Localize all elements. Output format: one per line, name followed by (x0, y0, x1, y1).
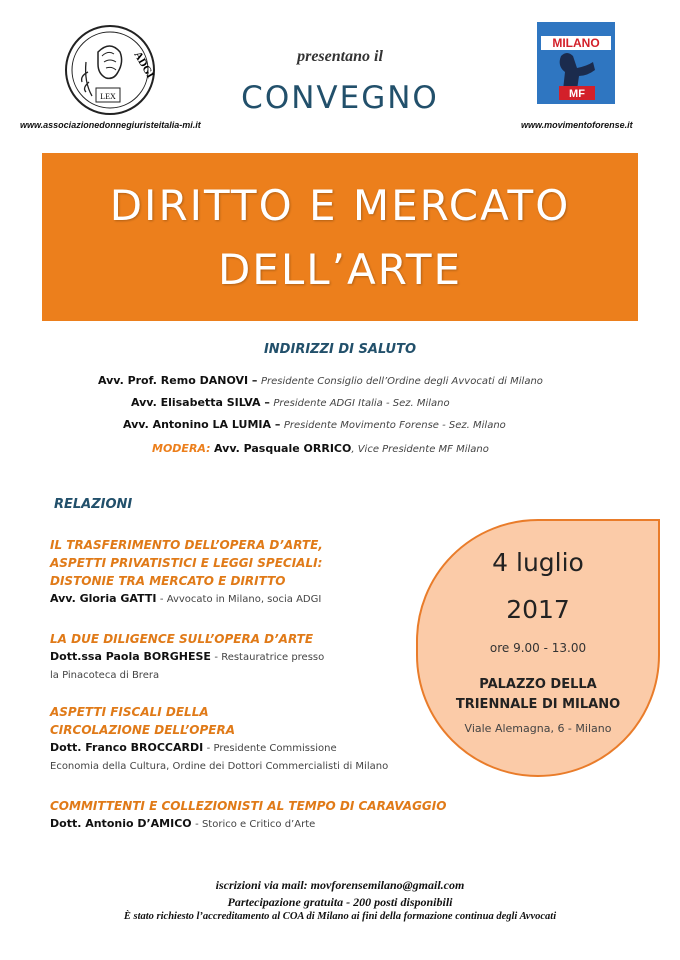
saluto-role-2: Presidente ADGI Italia - Sez. Milano (273, 398, 450, 409)
convegno-title: CONVEGNO (241, 80, 439, 116)
relazione-4-role: - Storico e Critico d’Arte (195, 819, 316, 830)
saluto-role-1: Presidente Consiglio dell’Ordine degli Avvocati di Milano (260, 376, 543, 387)
saluto-name-1: Avv. Prof. Remo DANOVI – (98, 374, 258, 387)
relazione-2-speaker (50, 648, 420, 666)
modera-line (152, 442, 489, 455)
relazione-3-role-1: - Presidente Commissione (206, 743, 337, 754)
relazione-2-role-1: - Restauratrice presso (214, 652, 325, 663)
event-venue (416, 675, 660, 715)
saluto-role-3: Presidente Movimento Forense - Sez. Milano (283, 420, 506, 431)
relazione-1-speaker (50, 590, 420, 608)
relazioni-heading: RELAZIONI (54, 497, 133, 512)
relazione-2-speaker-name: Dott.ssa Paola BORGHESE (50, 650, 211, 663)
title-banner (42, 153, 638, 321)
relazione-3-title-1: ASPETTI FISCALI DELLA (50, 705, 209, 719)
presentano-text: presentano il (297, 48, 383, 65)
relazione-4-speaker-name: Dott. Antonio D’AMICO (50, 817, 192, 830)
relazione-3-role-2-text: Economia della Cultura, Ordine dei Dottori Commercialisti di Milano (50, 761, 389, 772)
relazione-1-role: - Avvocato in Milano, socia ADGI (159, 594, 322, 605)
banner-line-1: DIRITTO E MERCATO (109, 181, 571, 230)
adgi-logo-sub: LEX (100, 92, 116, 101)
event-address: Viale Alemagna, 6 - Milano (464, 722, 612, 735)
relazione-3-speaker (50, 739, 430, 757)
event-venue-line-2: TRIENNALE DI MILANO (455, 697, 621, 712)
modera-name: Avv. Pasquale ORRICO (214, 442, 352, 455)
url-left-link[interactable]: www.associazionedonnegiuristeitalia-mi.it (20, 120, 201, 130)
logo-right-top-text: MILANO (552, 36, 600, 50)
relazione-2-role-2 (50, 666, 420, 684)
relazione-3-title-2: CIRCOLAZIONE DELL’OPERA (50, 723, 235, 737)
footer-accreditamento: È stato richiesto l’accreditamento al COA di Milano ai fini della formazione continua degli Avvocati (123, 911, 557, 922)
event-year: 2017 (506, 595, 570, 624)
modera-role: , Vice Presidente MF Milano (351, 444, 489, 455)
relazione-1-title-3: DISTONIE TRA MERCATO E DIRITTO (50, 574, 286, 588)
relazione-2-role-2-text: la Pinacoteca di Brera (50, 670, 160, 681)
saluto-line-1 (98, 374, 543, 387)
adgi-logo-text: ADGI (131, 49, 157, 81)
relazione-1-title-1: IL TRASFERIMENTO DELL’OPERA D’ARTE, (50, 538, 323, 552)
saluto-name-3: Avv. Antonino LA LUMIA – (123, 418, 281, 431)
saluto-heading: INDIRIZZI DI SALUTO (263, 342, 417, 357)
relazione-4-speaker (50, 815, 610, 833)
relazione-1-title-2: ASPETTI PRIVATISTICI E LEGGI SPECIALI: (50, 556, 323, 570)
saluto-line-2 (131, 396, 450, 409)
event-venue-line-1: PALAZZO DELLA (479, 677, 597, 692)
url-right-link[interactable]: www.movimentoforense.it (521, 120, 633, 130)
saluto-line-3 (123, 418, 506, 431)
relazione-1 (50, 536, 420, 608)
relazione-4-title-1: COMMITTENTI E COLLEZIONISTI AL TEMPO DI CARAVAGGIO (50, 799, 447, 813)
relazione-3 (50, 703, 430, 775)
relazione-3-role-2 (50, 757, 430, 775)
banner-line-2: DELL’ARTE (217, 245, 463, 294)
relazione-2 (50, 630, 420, 684)
relazione-4 (50, 797, 610, 833)
footer-partecipazione: Partecipazione gratuita - 200 posti disponibili (227, 895, 453, 909)
footer-email-line: iscrizioni via mail: movforensemilano@gmail.com (215, 878, 465, 892)
relazione-1-speaker-name: Avv. Gloria GATTI (50, 592, 157, 605)
modera-label: MODERA: (152, 442, 211, 455)
saluto-name-2: Avv. Elisabetta SILVA – (131, 396, 270, 409)
event-time: ore 9.00 - 13.00 (489, 641, 587, 655)
event-date: 4 luglio (492, 548, 584, 577)
relazione-3-speaker-name: Dott. Franco BROCCARDI (50, 741, 204, 754)
logo-right-bottom-text: MF (569, 88, 585, 100)
relazione-2-title-1: LA DUE DILIGENCE SULL’OPERA D’ARTE (50, 632, 314, 646)
